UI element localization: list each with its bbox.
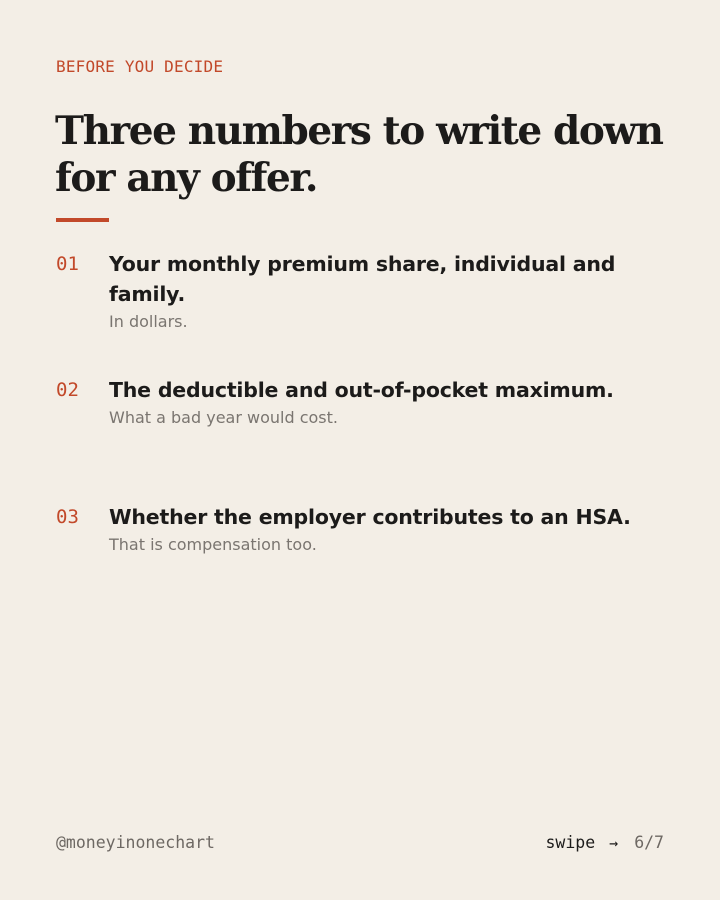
item-body [109,249,639,333]
item-title: Whether the employer contributes to an HSA. [109,505,631,529]
swipe-label: swipe [545,833,596,852]
arrow-right-icon: → [609,834,619,852]
item-title: Your monthly premium share, individual and family. [109,252,616,306]
accent-rule [56,218,109,222]
item-title: The deductible and out-of-pocket maximum. [109,378,614,402]
item-number: 01 [56,253,79,275]
item-subtitle: What a bad year would cost. [109,408,338,427]
item-subtitle: In dollars. [109,312,188,331]
item-number: 03 [56,506,79,528]
item-body [109,375,639,429]
page-indicator: 6/7 [634,833,664,852]
item-body [109,502,639,556]
item-number: 02 [56,379,79,401]
item-subtitle: That is compensation too. [109,535,317,554]
eyebrow-label: BEFORE YOU DECIDE [56,57,224,76]
headline: Three numbers to write down for any offer. [55,108,663,201]
carousel-nav[interactable] [545,833,664,852]
author-handle: @moneyinonechart [56,833,215,852]
